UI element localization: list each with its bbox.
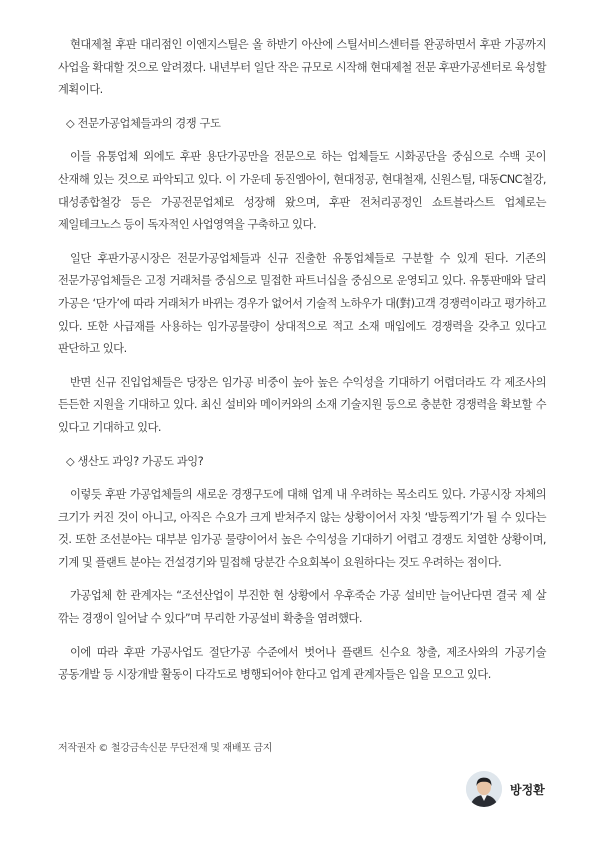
section-heading-competition: ◇ 전문가공업체들과의 경쟁 구도 bbox=[66, 116, 221, 130]
article-body bbox=[58, 34, 546, 687]
paragraph-1: 현대제철 후판 대리점인 이엔지스틸은 올 하반기 아산에 스틸서비스센터를 완공하면서 후판 가공까지 사업을 확대할 것으로 알려졌다. 내년부터 일단 작은 규모로 시작해 현대제철 전문 후판가공센터로 육성할 계획이다. bbox=[58, 38, 546, 97]
paragraph-6: 가공업체 한 관계자는 “조선산업이 부진한 현 상황에서 우후죽순 가공 설비만 늘어난다면 결국 제 살 깎는 경쟁이 일어날 수 있다”며 무리한 가공설비 확충을 염려했다. bbox=[58, 589, 546, 626]
section-heading-overcapacity: ◇ 생산도 과잉? 가공도 과잉? bbox=[66, 454, 204, 468]
paragraph-5: 이렇듯 후판 가공업체들의 새로운 경쟁구도에 대해 업계 내 우려하는 목소리도 있다. 가공시장 자체의 크기가 커진 것이 아니고, 아직은 수요가 크게 받쳐주지 않는 상황이어서 자칫 ‘발등찍기’가 될 수 있다는 것. 또한 조선분야는 대부분 임가공 물량이어서 높은 수익성을 기대하기 어렵고 경쟁도 치열한 상황이며, 기계 및 플랜트 분야는 건설경기와 밀접해 당분간 수요회복이 요원하다는 것도 우려하는 점이다. bbox=[58, 488, 546, 569]
reporter-name[interactable]: 방정환 bbox=[510, 782, 545, 797]
paragraph-7: 이에 따라 후판 가공사업도 절단가공 수준에서 벗어나 플랜트 신수요 창출, 제조사와의 가공기술 공동개발 등 시장개발 활동이 다각도로 병행되어야 한다고 업계 관계자들은 입을 모으고 있다. bbox=[58, 645, 546, 682]
paragraph-3: 일단 후판가공시장은 전문가공업체들과 신규 진출한 유통업체들로 구분할 수 있게 된다. 기존의 전문가공업체들은 고정 거래처를 중심으로 밀접한 파트너십을 중심으로 운영되고 있다. 유통판매와 달리 가공은 ‘단가’에 따라 거래처가 바뀌는 경우가 없어서 기술적 노하우가 대(對)고객 경쟁력이라고 평가하고 있다. 또한 사급재를 사용하는 임가공물량이 상대적으로 적고 소재 매입에도 경쟁력을 갖추고 있다고 판단하고 있다. bbox=[58, 251, 546, 356]
paragraph-2: 이들 유통업체 외에도 후판 용단가공만을 전문으로 하는 업체들도 시화공단을 중심으로 수백 곳이 산재해 있는 것으로 파악되고 있다. 이 가운데 동진엠아이, 현대정공, 현대철재, 신원스틸, 대동CNC철강, 대성종합철강 등은 가공전문업체로 성장해 왔으며, 후판 전처리공정인 쇼트블라스트 업체로는 제일테크노스 등이 독자적인 사업영역을 구축하고 있다. bbox=[58, 150, 546, 232]
paragraph-4: 반면 신규 진입업체들은 당장은 임가공 비중이 높아 높은 수익성을 기대하기 어렵더라도 각 제조사의 든든한 지원을 기대하고 있다. 최신 설비와 메이커와의 소재 기술지원 등으로 충분한 경쟁력을 확보할 수 있다고 기대하고 있다. bbox=[58, 375, 546, 434]
reporter-avatar[interactable] bbox=[466, 771, 502, 807]
reporter-byline[interactable] bbox=[466, 768, 586, 810]
reporter-photo-icon bbox=[466, 771, 502, 807]
copyright-notice: 저작권자 © 철강금속신문 무단전재 및 재배포 금지 bbox=[58, 743, 273, 754]
